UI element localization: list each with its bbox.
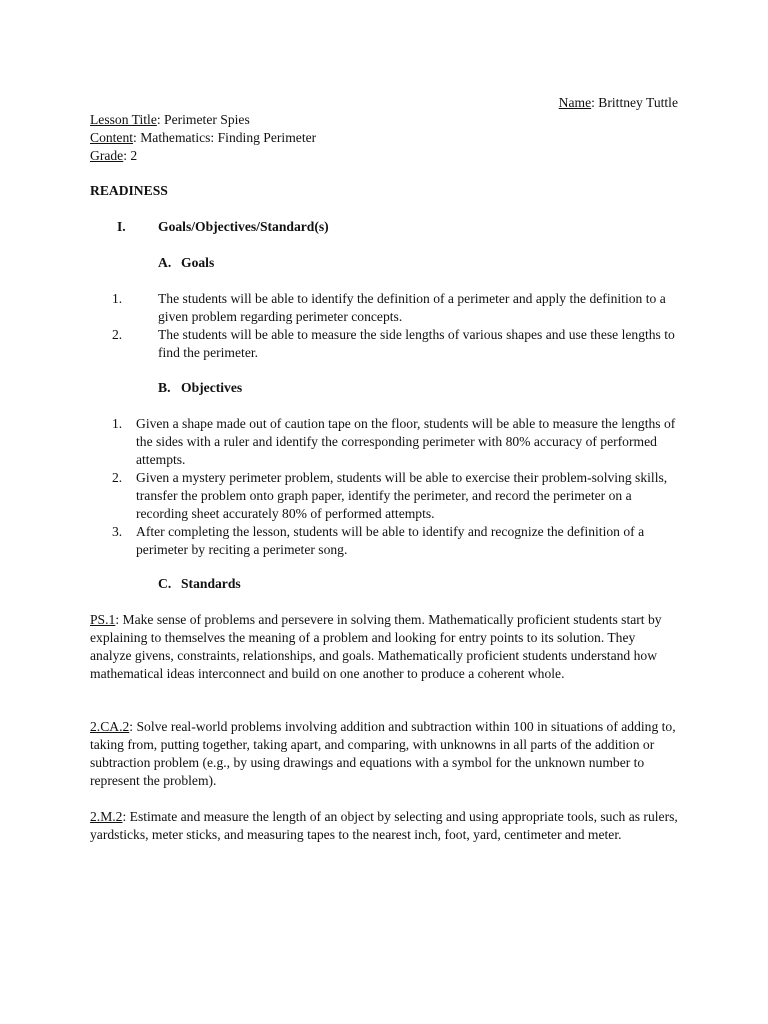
- standard-text: : Make sense of problems and persevere in solving them. Mathematically proficient students start by explaining to themselves the meaning of a problem and looking for entry points to its solution. They analyze givens, constraints, relationships, and goals. Mathematically proficient students understand how mathematical ideas interconnect and build on one another to produce a coherent whole.: [90, 612, 662, 681]
- section-title: Goals/Objectives/Standard(s): [158, 219, 329, 234]
- grade-line: [90, 147, 690, 165]
- list-item: [90, 415, 680, 469]
- content-line: [90, 129, 690, 147]
- list-item: [90, 326, 680, 362]
- name-value: : Brittney Tuttle: [591, 95, 678, 110]
- list-item: [90, 290, 680, 326]
- lesson-meta: [90, 111, 690, 165]
- name-label: Name: [558, 95, 592, 110]
- objectives-heading: [158, 379, 242, 397]
- section-heading: [117, 218, 677, 236]
- list-number: 1.: [112, 291, 123, 306]
- list-number: 2.: [112, 327, 123, 342]
- grade-value: : 2: [123, 148, 138, 163]
- content-label: Content: [90, 130, 134, 145]
- standard-paragraph: [90, 718, 680, 790]
- list-text: After completing the lesson, students will be able to identify and recognize the definition of a perimeter by reciting a perimeter song.: [136, 524, 645, 557]
- list-text: The students will be able to measure the side lengths of various shapes and use these lengths to find the perimeter.: [158, 327, 675, 360]
- goals-list: [90, 290, 680, 362]
- readiness-heading: READINESS: [90, 183, 168, 198]
- standards-heading: [158, 575, 241, 593]
- standard-paragraph: [90, 808, 680, 844]
- standard-code: 2.CA.2: [90, 719, 130, 734]
- list-text: Given a mystery perimeter problem, students will be able to exercise their problem-solving skills, transfer the problem onto graph paper, identify the perimeter, and record the perimeter on a recording sheet accurately 80% of performed attempts.: [136, 470, 668, 521]
- goals-heading: [158, 254, 214, 272]
- goals-letter: A.: [158, 255, 172, 270]
- list-number: 1.: [112, 416, 123, 431]
- objectives-title: Objectives: [181, 380, 243, 395]
- list-number: 2.: [112, 470, 123, 485]
- content-value: : Mathematics: Finding Perimeter: [133, 130, 317, 145]
- author-name: [559, 94, 678, 112]
- lesson-title-label: Lesson Title: [90, 112, 157, 127]
- list-item: [90, 523, 680, 559]
- objectives-letter: B.: [158, 380, 171, 395]
- standard-code: 2.M.2: [90, 809, 123, 824]
- standard-paragraph: [90, 611, 680, 683]
- standard-code: PS.1: [90, 612, 116, 627]
- goals-title: Goals: [181, 255, 215, 270]
- section-numeral: I.: [117, 219, 126, 234]
- standard-text: : Estimate and measure the length of an object by selecting and using appropriate tools, such as rulers, yardsticks, meter sticks, and measuring tapes to the nearest inch, foot, yard, centimeter and meter.: [90, 809, 678, 842]
- list-number: 3.: [112, 524, 123, 539]
- standards-letter: C.: [158, 576, 172, 591]
- lesson-title-line: [90, 111, 690, 129]
- list-item: [90, 469, 680, 523]
- lesson-title-value: : Perimeter Spies: [156, 112, 250, 127]
- grade-label: Grade: [90, 148, 124, 163]
- objectives-list: [90, 415, 680, 559]
- list-text: The students will be able to identify the definition of a perimeter and apply the definition to a given problem regarding perimeter concepts.: [158, 291, 666, 324]
- standard-text: : Solve real-world problems involving addition and subtraction within 100 in situations of adding to, taking from, putting together, taking apart, and comparing, with unknowns in all parts of the addition or subtraction problem (e.g., by using drawings and equations with a symbol for the unknown number to represent the problem).: [90, 719, 676, 788]
- standards-title: Standards: [181, 576, 241, 591]
- list-text: Given a shape made out of caution tape on the floor, students will be able to measure the lengths of the sides with a ruler and identify the corresponding perimeter with 80% accuracy of performed attempts.: [136, 416, 676, 467]
